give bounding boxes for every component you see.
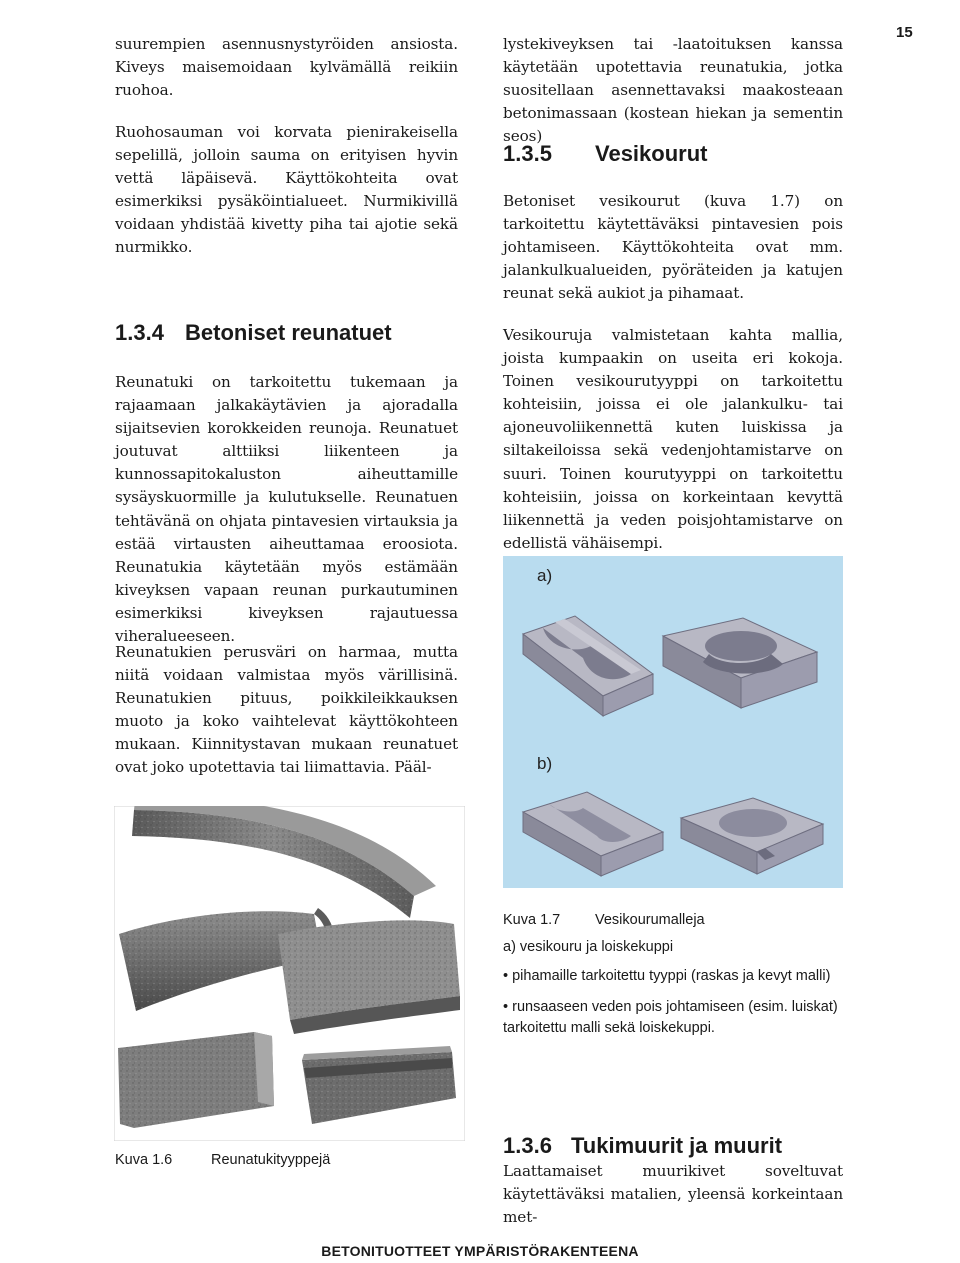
heading-text: Tukimuurit ja muurit bbox=[571, 1133, 783, 1158]
curbstone-photo bbox=[114, 806, 465, 1141]
gutter-drawings bbox=[503, 556, 843, 888]
left-paragraph-4: Reunatukien perusväri on harmaa, mutta niitä voidaan valmistaa myös värillisinä. Reunatukien pituus, poikkileikkauksen muoto ja koko vaihtelevat käyttökohteen mukaan. Kiinnitystavan mukaan reunatuet ovat joko upotettavia tai liimattavia. Pääl- bbox=[115, 643, 458, 777]
section-heading-1-3-6 bbox=[503, 1133, 848, 1159]
heading-number: 1.3.6 bbox=[503, 1133, 552, 1158]
figure-title: Reunatukityyppejä bbox=[211, 1152, 331, 1168]
figure-part-a-label: a) bbox=[537, 566, 553, 585]
splash-cup-deep bbox=[663, 618, 817, 708]
figure-part-b-label: b) bbox=[537, 754, 553, 773]
right-paragraph-3: Vesikouruja valmistetaan kahta mallia, joista kumpaakin on useita eri kokoja. Toinen vesikourutyyppi on tarkoitettu kohteisiin, joissa ei ole jalankulku- tai ajoneuvoliikennettä kuten luiskissa ja siltakeiloissa sekä vedenjohtamistarve on suuri. Toinen kourutyyppi on tarkoitettu kohteisiin, joissa on korkeintaan kevyttä liikennettä ja veden poisjohtamistarve on edellistä vähäisempi. bbox=[503, 326, 843, 552]
deep-gutter bbox=[523, 616, 653, 716]
splash-cup-shallow bbox=[681, 798, 823, 874]
right-paragraph-4: Laattamaiset muurikivet soveltuvat käytettäväksi matalien, yleensä korkeintaan met- bbox=[503, 1162, 843, 1227]
heading-text: Vesikourut bbox=[595, 141, 708, 166]
caption-bullet: • runsaaseen veden pois johtamiseen (esim. luiskat) tarkoitettu malli sekä loiskekuppi. bbox=[503, 999, 838, 1036]
right-paragraph-1: lystekiveyksen tai -laatoituksen kanssa käytetään upotettavia reunatukia, jotka suositellaan asennettavaksi maakosteaan betonimassaan (kostean hiekan ja sementin seos) bbox=[503, 35, 843, 146]
right-paragraph-2: Betoniset vesikourut (kuva 1.7) on tarkoitettu käytettäväksi pintavesien pois johtamiseen. Käyttökohteita ovat mm. jalankulkualueiden, pyöräteiden ja katujen reunat sekä aukiot ja pihamaat. bbox=[503, 192, 843, 303]
figure-label: Kuva 1.6 bbox=[115, 1152, 173, 1168]
left-paragraph-1: suurempien asennusnystyröiden ansiosta. Kiveys maisemoidaan kylvämällä reikiin ruohoa. bbox=[115, 35, 458, 100]
gutter-figure bbox=[503, 556, 843, 888]
figure-label: Kuva 1.7 bbox=[503, 912, 561, 928]
caption-bullet: • pihamaille tarkoitettu tyyppi (raskas ja kevyt malli) bbox=[503, 968, 831, 984]
heading-number: 1.3.5 bbox=[503, 141, 552, 166]
heading-text: Betoniset reunatuet bbox=[185, 320, 392, 345]
section-heading-1-3-4 bbox=[115, 320, 475, 346]
page-number: 15 bbox=[896, 24, 913, 41]
figure-1-6-caption bbox=[115, 1150, 465, 1171]
heading-number: 1.3.4 bbox=[115, 320, 164, 345]
bullet-dot-icon: • bbox=[503, 968, 513, 984]
figure-1-7-caption bbox=[503, 910, 848, 1049]
figure-title: Vesikourumalleja bbox=[595, 912, 705, 928]
page-footer: BETONITUOTTEET YMPÄRISTÖRAKENTEENA bbox=[321, 1243, 639, 1259]
caption-part-a: a) vesikouru ja loiskekuppi bbox=[503, 939, 674, 955]
left-paragraph-3: Reunatuki on tarkoitettu tukemaan ja rajaamaan jalkakäytävien ja ajoradalla sijaitsevien korokkeiden reunoja. Reunatuet joutuvat alttiiksi liikenteen ja kunnossapitokaluston aiheuttamille sysäyskuormille ja kulutukselle. Reunatuen tehtävänä on ohjata pintavesien virtauksia ja estää virtausten aiheuttamaa eroosiota. Reunatukia käytetään myös estämään kiveyksen vapaan reunan purkautuminen esimerkiksi kiveyksen rajautuessa viheralueeseen. bbox=[115, 373, 458, 646]
caption-bullets bbox=[503, 966, 848, 1039]
shallow-gutter bbox=[523, 792, 663, 876]
section-heading-1-3-5 bbox=[503, 141, 843, 167]
caption-title-line bbox=[503, 910, 848, 931]
left-paragraph-2: Ruohosauman voi korvata pienirakeisella sepelillä, jolloin sauma on erityisen hyvin vettä läpäisevä. Käyttökohteita ovat esimerkiksi pysäköintialueet. Nurmikivillä voidaan yhdistää kivetty piha tai ajotie sekä nurmikko. bbox=[115, 123, 458, 257]
bullet-dot-icon: • bbox=[503, 999, 513, 1015]
